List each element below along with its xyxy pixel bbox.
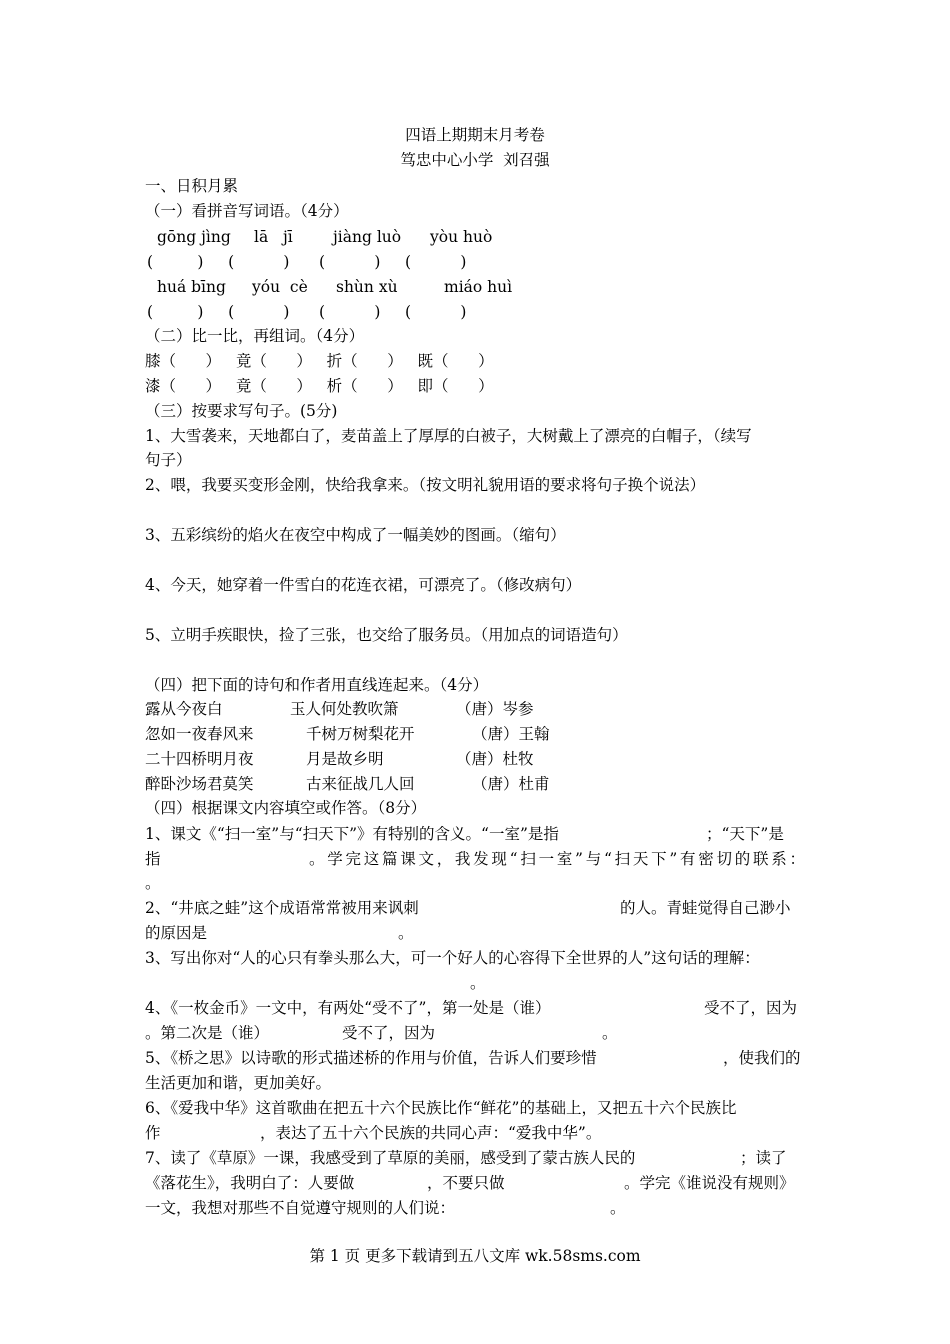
question-text: 。 xyxy=(602,1024,618,1042)
pinyin-item: miáo huì xyxy=(444,278,513,296)
pinyin-item: yóu cè xyxy=(252,278,308,296)
question-text: 2、喂，我要买变形金刚，快给我拿来。（按文明礼貌用语的要求将句子换个说法） xyxy=(145,476,706,494)
question-text: 5、《桥之思》以诗歌的形式描述桥的作用与价值，告诉人们要珍惜 xyxy=(145,1049,597,1067)
question-text: 3、写出你对“人的心只有拳头那么大，可一个好人的心容得下全世界的人”这句话的理解： xyxy=(145,949,760,967)
pinyin-item: huá bīng xyxy=(157,278,226,296)
question-text: 句子） xyxy=(145,451,192,469)
poet-name: （唐）杜牧 xyxy=(456,750,534,768)
question-text: 。学完《谁说没有规则》 xyxy=(624,1174,795,1192)
question-text: 的人。青蛙觉得自己渺小 xyxy=(620,899,791,917)
poem-line: 二十四桥明月夜 xyxy=(145,750,254,768)
question-text: 4、《一枚金币》一文中，有两处“受不了”，第一处是（谁） xyxy=(145,999,551,1017)
pinyin-item: shùn xù xyxy=(336,278,398,296)
question-text: 的原因是 xyxy=(145,924,208,942)
compare-row: 漆（ ） 竟（ ） 析（ ） 即（ ） xyxy=(145,377,494,395)
question-text: 。 xyxy=(145,874,161,892)
poet-name: （唐）杜甫 xyxy=(472,775,550,793)
question-text: 3、五彩缤纷的焰火在夜空中构成了一幅美妙的图画。（缩句） xyxy=(145,526,566,544)
poem-line: 露从今夜白 xyxy=(145,700,223,718)
poem-line: 玉人何处教吹箫 xyxy=(290,700,399,718)
pinyin-item: gōng jìng xyxy=(157,228,231,246)
question-text: 受不了，因为 xyxy=(704,999,798,1017)
page-subtitle: 笃忠中心小学 刘召强 xyxy=(400,151,550,169)
question-text: 受不了，因为 xyxy=(342,1024,436,1042)
question-text: 作 xyxy=(145,1124,161,1142)
question-text: 。第二次是（谁） xyxy=(145,1024,270,1042)
question-text: ；读了 xyxy=(740,1149,787,1167)
poem-line: 古来征战几人回 xyxy=(306,775,415,793)
question-text: 6、《爱我中华》这首歌曲在把五十六个民族比作“鲜花”的基础上，又把五十六个民族比 xyxy=(145,1099,737,1117)
question-text: 生活更加和谐，更加美好。 xyxy=(145,1074,332,1092)
question-text: 7、读了《草原》一课，我感受到了草原的美丽，感受到了蒙古族人民的 xyxy=(145,1149,636,1167)
part3-heading: （三）按要求写句子。(5分) xyxy=(145,402,338,420)
question-text: 1、大雪袭来，天地都白了，麦苗盖上了厚厚的白被子，大树戴上了漂亮的白帽子，（续写 xyxy=(145,427,752,445)
question-text: 。 xyxy=(398,924,414,942)
part1-heading: （一）看拼音写词语。（4分） xyxy=(145,202,349,220)
part5-heading: （四）根据课文内容填空或作答。（8分） xyxy=(145,799,427,817)
part4-heading: （四）把下面的诗句和作者用直线连起来。（4分） xyxy=(145,676,489,694)
question-text: 5、立明手疾眼快，捡了三张，也交给了服务员。（用加点的词语造句） xyxy=(145,626,628,644)
question-text: 《落花生》，我明白了：人要做 xyxy=(145,1174,355,1192)
poem-line: 千树万树梨花开 xyxy=(306,725,415,743)
answer-brackets: ( ) ( ) ( ) ( ) xyxy=(147,303,467,321)
page-footer: 第 1 页 更多下载请到五八文库 wk.58sms.com xyxy=(309,1247,641,1265)
poem-line: 月是故乡明 xyxy=(306,750,384,768)
poem-line: 醉卧沙场君莫笑 xyxy=(145,775,254,793)
question-text: 4、今天，她穿着一件雪白的花连衣裙，可漂亮了。（修改病句） xyxy=(145,576,582,594)
question-text: 。 xyxy=(470,974,486,992)
section-heading: 一、日积月累 xyxy=(145,177,239,195)
question-text: 2、“井底之蛙”这个成语常常被用来讽刺 xyxy=(145,899,419,917)
pinyin-item: lā jī xyxy=(254,228,293,246)
question-text: 。 xyxy=(610,1199,626,1217)
part2-heading: （二）比一比，再组词。（4分） xyxy=(145,327,365,345)
question-text: ，表达了五十六个民族的共同心声：“爱我中华”。 xyxy=(260,1124,602,1142)
page-title: 四语上期期末月考卷 xyxy=(405,126,545,144)
pinyin-item: yòu huò xyxy=(430,228,493,246)
question-text: ；“天下”是 xyxy=(706,825,784,843)
poem-line: 忽如一夜春风来 xyxy=(145,725,254,743)
question-text: ，不要只做 xyxy=(427,1174,505,1192)
question-text: 一文，我想对那些不自觉遵守规则的人们说： xyxy=(145,1199,456,1217)
poet-name: （唐）王翰 xyxy=(472,725,550,743)
question-text: 1、课文《“扫一室”与“扫天下”》有特别的含义。“一室”是指 xyxy=(145,825,559,843)
poet-name: （唐）岑参 xyxy=(456,700,534,718)
question-text: 指 。学完这篇课文，我发现“扫一室”与“扫天下”有密切的联系： xyxy=(145,850,805,868)
pinyin-item: jiàng luò xyxy=(333,228,402,246)
answer-brackets: ( ) ( ) ( ) ( ) xyxy=(147,253,467,271)
compare-row: 膝（ ） 竟（ ） 折（ ） 既（ ） xyxy=(145,352,494,370)
question-text: ，使我们的 xyxy=(723,1049,801,1067)
